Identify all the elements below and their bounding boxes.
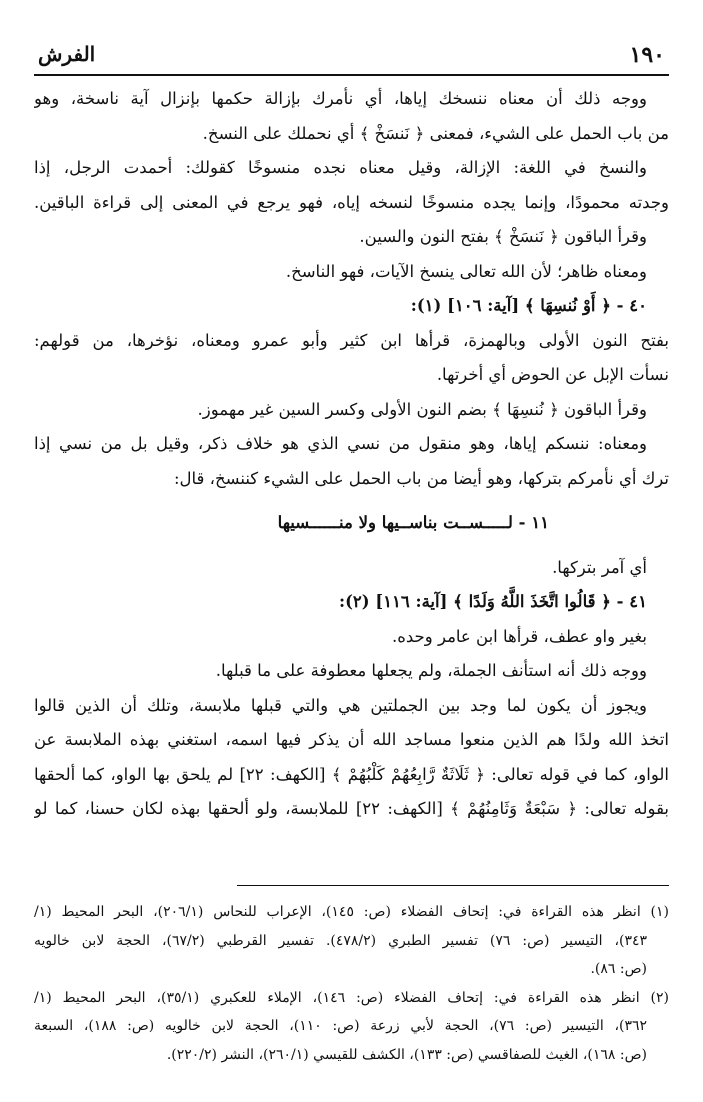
text-line: وقرأ الباقون ﴿ نَنسَخْ ﴾ بفتح النون والسين. [359, 227, 647, 246]
footnote-line: ٣٦٢)، التيسير (ص: ٧٦)، الحجة لأبي زرعة (ص: ١١٠)، الحجة لابن خالويه (ص: ١٨٨)، السبعة [34, 1018, 648, 1034]
footnotes [34, 898, 669, 1069]
footnote-line: ٣٤٣)، التيسير (ص: ٧٦) تفسير الطبري (٤٧٨/٢). تفسير القرطبي (٦٧/٢)، الحجة لابن خالويه [34, 932, 647, 949]
running-title: الفرش [38, 42, 96, 66]
text-line: وقرأ الباقون ﴿ نُنسِهَا ﴾ بضم النون الأولى وكسر السين غير مهموز. [197, 399, 647, 419]
page-number: ١٩٠ [629, 42, 665, 68]
text-line: بفتح النون الأولى وبالهمزة، قرأها ابن كثير وأبو عمرو ومعناه، نؤخرها، من قولهم: [34, 330, 669, 350]
text-line: نسأت الإبل عن الحوض أي أخرتها. [436, 365, 669, 384]
text-line: والنسخ في اللغة: الإزالة، وقيل معناه نجده منسوخًا كقولك: أحمدت الرجل، إذا [34, 158, 647, 177]
footnote-line: (٢) انظر هذه القراءة في: إتحاف الفضلاء (ص: ١٤٦)، الإملاء للعكبري (٣٥/١)، البحر المحيط (١/ [34, 989, 669, 1006]
text-line: وجدته محمودًا، وإنما يجده منسوخًا لنسخه إياه، فهو يرجع في المعنى إلى قراءة الباقين. [34, 192, 669, 212]
text-line: ومعناه ظاهر؛ لأن الله تعالى ينسخ الآيات، فهو الناسخ. [285, 261, 647, 281]
footnote-line: (١) انظر هذه القراءة في: إتحاف الفضلاء (ص: ١٤٥)، الإعراب للنحاس (٢٠٦/١)، البحر المحيط (١/ [34, 904, 669, 920]
text-line: بقوله تعالى: ﴿ سَبْعَةٌ وَثَامِنُهُمْ ﴾ [الكهف: ٢٢] للملابسة، ولو ألحقها بهذه لكان حسنا، كما لو [34, 799, 669, 818]
main-text [34, 82, 669, 827]
poetry-verse: ١١ - لـــــســت بناســيها ولا منــــــسيها [277, 513, 549, 532]
text-line: ووجه ذلك أنه استأنف الجملة، ولم يجعلها معطوفة على ما قبلها. [215, 661, 647, 680]
text-line: بغير واو عطف، قرأها ابن عامر وحده. [392, 626, 647, 646]
text-line: الواو، كما في قوله تعالى: ﴿ ثَلَاثَةٌ رَّابِعُهُمْ كَلْبُهُمْ ﴾ [الكهف: ٢٢] لم يلحق بها الواو، كما ألحقها [34, 764, 669, 784]
footnote-line: (ص: ١٦٨)، الغيث للصفاقسي (ص: ١٣٣)، الكشف للقيسي (٢٦٠/١)، النشر (٢٢٠/٢). [166, 1046, 647, 1063]
text-line: ومعناه: ننسكم إياها، وهو منقول من نسي الذي هو خلاف ذكر، وقيل بل من نسي إذا [34, 434, 647, 453]
footnote-line: (ص: ٨٦). [590, 961, 647, 977]
text-line: من باب الحمل على الشيء، فمعنى ﴿ نَنسَخْ ﴾ أي نحملك على النسخ. [202, 123, 669, 143]
text-line: ترك أي نأمركم بتركها، وهو أيضا من باب الحمل على الشيء كننسخ، قال: [173, 468, 669, 488]
section-heading-40: ٤٠ - ﴿ أَوْ نُنسِهَا ﴾ [آية: ١٠٦] (١): [410, 296, 647, 315]
text-line: ويجوز أن يكون لما وجد بين الجملتين هي والتي قبلها ملابسة، وتلك أن الذين قالوا [34, 695, 647, 715]
text-line: أي آمر بتركها. [552, 557, 647, 577]
page-header [34, 38, 669, 76]
section-heading-41: ٤١ - ﴿ قَالُوا اتَّخَذَ اللَّهُ وَلَدًا ﴾ [آية: ١١٦] (٢): [339, 592, 647, 611]
text-line: ووجه ذلك أن معناه ننسخك إياها، أي نأمرك بإزالة حكمها بإنزال آية ناسخة، وهو [34, 89, 647, 108]
footnote-separator [237, 885, 669, 886]
text-line: اتخذ الله ولدًا هم الذين منعوا مساجد الله أن يذكر فيها اسمه، استغني بهذه الملابسة عن [34, 730, 669, 749]
